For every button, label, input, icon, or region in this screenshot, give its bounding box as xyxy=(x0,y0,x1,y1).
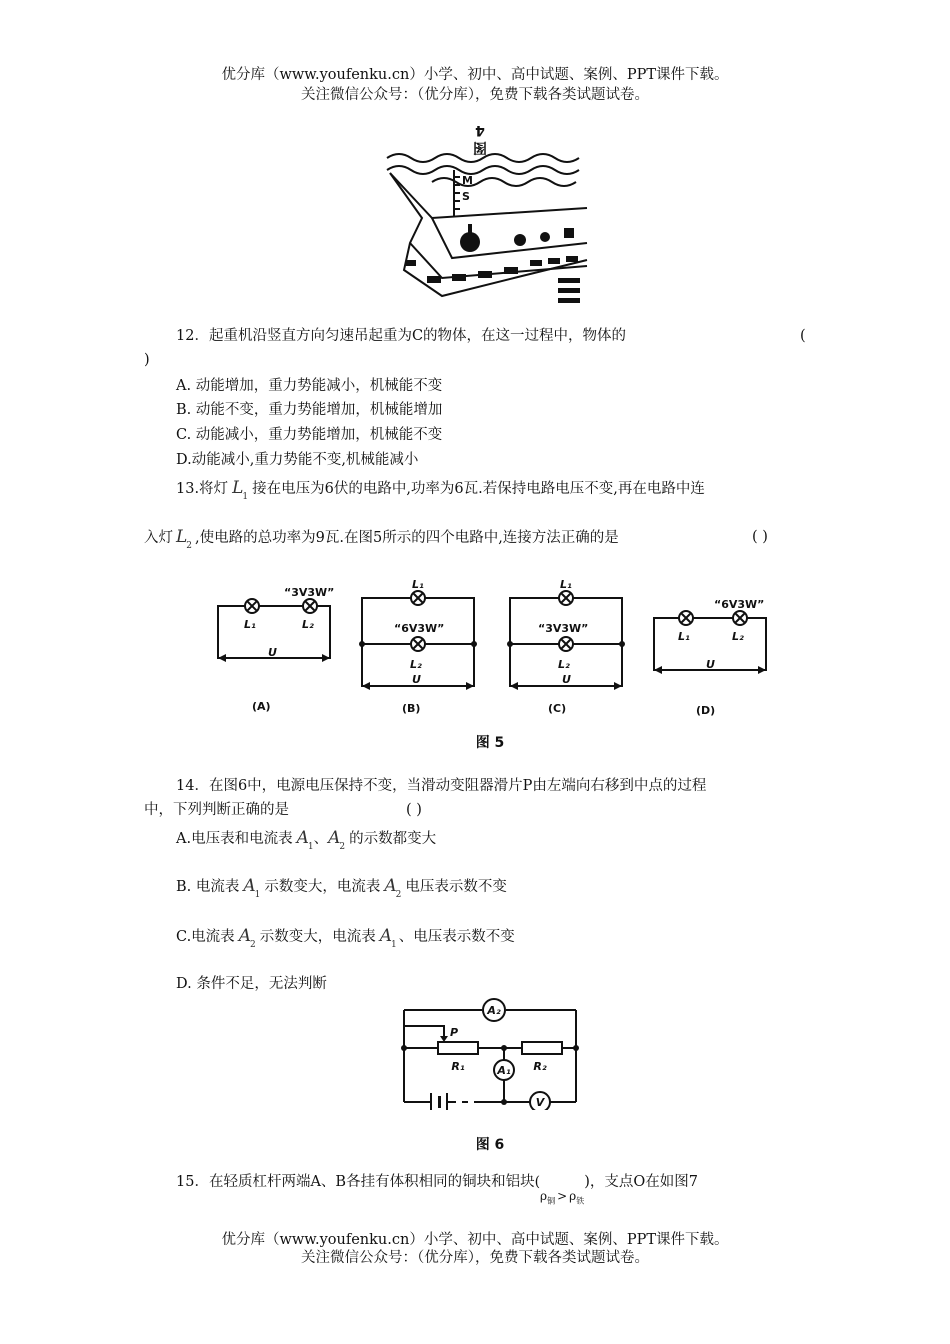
footer-line-2: 关注微信公众号：（优分库），免费下载各类试题试卷。 xyxy=(301,1250,649,1266)
slider-p xyxy=(404,1026,444,1038)
resistor-r2 xyxy=(522,1042,562,1054)
fig4-caption: 图 4 xyxy=(473,122,487,155)
q14-option-c: C.电流表 $A_2$ 示数变大，电流表 $A_1$ 、电压表示数不变 xyxy=(176,926,515,950)
circuit-c-rating: “3V3W” xyxy=(538,622,589,635)
circuit-a-l2-label: L₂ xyxy=(302,618,314,631)
q14-answer-blank: ( ) xyxy=(406,802,422,818)
q12-stem: 12．起重机沿竖直方向匀速吊起重为C的物体，在这一过程中，物体的 xyxy=(176,328,627,344)
fig5-caption: 图 5 xyxy=(475,735,505,751)
ship-hull-line xyxy=(432,218,587,258)
anchor-ball xyxy=(460,232,480,252)
q12-paren-close: ) xyxy=(144,352,150,368)
circuit-b-lamp-l2 xyxy=(411,637,425,651)
wave-line xyxy=(387,166,579,174)
q12-paren-open: ( xyxy=(800,328,806,344)
circuit-d-label: (D) xyxy=(696,704,716,717)
q12-option-b: B. 动能不变，重力势能增加，机械能增加 xyxy=(176,402,443,418)
circuit-d-u-label: U xyxy=(706,658,715,671)
q15-text: 15．在轻质杠杆两端A、B各挂有体积相同的铜块和铝块$(_{\rho_铜 > \rho_铁})$，支点O在如图7 xyxy=(176,1174,699,1206)
q12-option-d: D.动能减小,重力势能不变,机械能减小 xyxy=(176,452,419,468)
footer-line-1: 优分库（www.youfenku.cn）小学、初中、高中试题、案例、PPT课件下载。 xyxy=(221,1232,729,1248)
q14-stem-line-1: 14．在图6中，电源电压保持不变，当滑动变阻器滑片P由左端向右移到中点的过程 xyxy=(176,778,707,794)
circuit-d-l1-label: L₁ xyxy=(678,630,690,643)
density-comparison: ρ铜 > ρ铁 xyxy=(540,1189,585,1206)
circuit-a-lamp-l2 xyxy=(303,599,317,613)
q12-option-a: A. 动能增加，重力势能减小，机械能不变 xyxy=(176,378,443,394)
ship-hull-line xyxy=(410,243,587,278)
fig4-ship-illustration xyxy=(382,148,594,308)
circuit-b-label: (B) xyxy=(402,702,421,715)
circuit-d-lamp-l2 xyxy=(733,611,747,625)
circuit-b-l2-label: L₂ xyxy=(410,658,422,671)
header-line-2: 关注微信公众号：（优分库），免费下载各类试题试卷。 xyxy=(301,87,649,103)
circuit-c-lamp-l2 xyxy=(559,637,573,651)
circuit-a-lamp-l1 xyxy=(245,599,259,613)
r1-label: R₁ xyxy=(451,1060,465,1073)
header-line-1: 优分库（www.youfenku.cn）小学、初中、高中试题、案例、PPT课件下载。 xyxy=(221,67,729,83)
circuit-b-u-label: U xyxy=(412,673,421,686)
q13-answer-blank: ( ) xyxy=(752,529,768,545)
circuit-b-l1-label: L₁ xyxy=(412,578,424,591)
q13-line-1: 13.将灯 $L_1$ 接在电压为6伏的电路中,功率为6瓦.若保持电路电压不变,再在电路中连 xyxy=(176,478,705,502)
resistor-r1 xyxy=(438,1042,478,1054)
circuit-b-lamp-l1 xyxy=(411,591,425,605)
circuit-d-lamp-l1 xyxy=(679,611,693,625)
circuit-c-l1-label: L₁ xyxy=(560,578,572,591)
porthole xyxy=(514,234,526,246)
draft-mark-s: S xyxy=(462,190,470,203)
q12-option-c: C. 动能减小，重力势能增加，机械能不变 xyxy=(176,427,443,443)
circuit-b-rating: “6V3W” xyxy=(394,622,445,635)
lamp-l1-symbol: $L_1$ xyxy=(232,478,249,502)
p-label: P xyxy=(449,1026,459,1039)
circuit-c-l2-label: L₂ xyxy=(558,658,570,671)
circuit-c-lamp-l1 xyxy=(559,591,573,605)
circuit-c-u-label: U xyxy=(562,673,571,686)
circuit-c-label: (C) xyxy=(548,702,567,715)
circuit-d-rating: “6V3W” xyxy=(714,598,765,611)
v-label: V xyxy=(535,1096,545,1109)
fig6-circuit xyxy=(396,996,586,1110)
fig5-circuits xyxy=(200,576,790,756)
r2-label: R₂ xyxy=(533,1060,547,1073)
ship-deck-edge xyxy=(390,173,587,218)
q14-stem-line-2: 中，下列判断正确的是 xyxy=(144,802,289,818)
a2-label: A₂ xyxy=(487,1004,501,1017)
circuit-a-u-label: U xyxy=(268,646,277,659)
circuit-d-l2-label: L₂ xyxy=(732,630,744,643)
q13-line-2: 入灯 $L_2$ ,使电路的总功率为9瓦.在图5所示的四个电路中,连接方法正确的是 xyxy=(144,527,619,551)
q14-option-a: A.电压表和电流表 $A_1$、$A_2$ 的示数都变大 xyxy=(176,828,437,852)
circuit-a-rating: “3V3W” xyxy=(284,586,335,599)
porthole xyxy=(540,232,550,242)
lamp-l2-symbol: $L_2$ xyxy=(176,527,193,551)
circuit-a-label: (A) xyxy=(252,700,271,713)
wave-line xyxy=(387,154,579,162)
circuit-a-l1-label: L₁ xyxy=(244,618,256,631)
draft-mark-m: M xyxy=(462,174,473,187)
a1-label: A₁ xyxy=(497,1064,511,1077)
fig6-caption: 图 6 xyxy=(475,1137,505,1153)
q14-option-b: B. 电流表 $A_1$ 示数变大，电流表 $A_2$ 电压表示数不变 xyxy=(176,876,507,900)
q14-option-d: D. 条件不足，无法判断 xyxy=(176,976,327,992)
